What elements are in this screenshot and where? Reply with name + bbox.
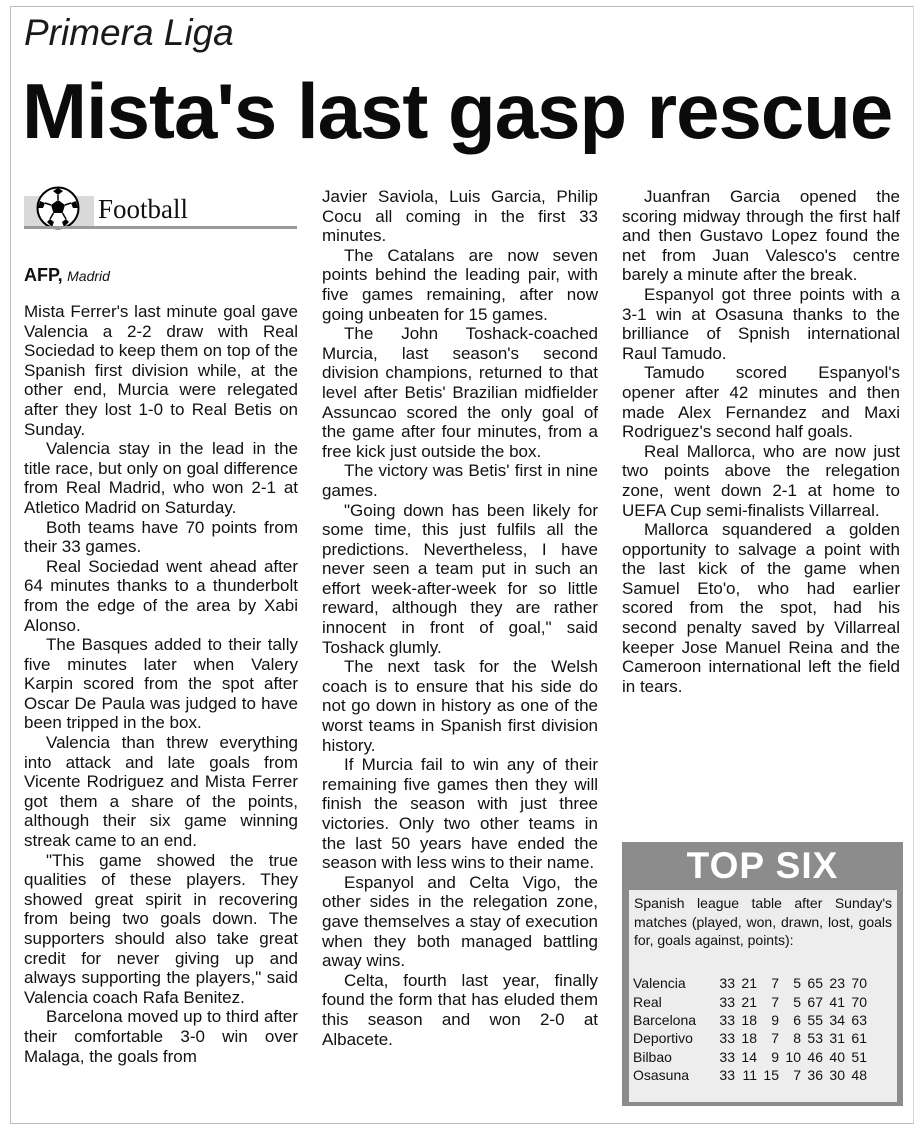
paragraph: "Going down has been likely for some time, this just fulfils all the predictions. Nevertheless, I have never seen a team put in such an effort week-after-week for so little reward, although they are rather innocent in front of goal," said Toshack glumly. [322, 500, 598, 657]
stat-cell: 51 [851, 1048, 867, 1065]
paragraph: Espanyol got three points with a 3-1 win at Osasuna thanks to the brilliance of Spnish international Raul Tamudo. [622, 284, 900, 363]
stat-cell: 14 [741, 1048, 757, 1065]
paragraph: Tamudo scored Espanyol's opener after 42 minutes and then made Alex Fernandez and Maxi Rodriguez's second half goals. [622, 363, 900, 442]
article-column-1 [24, 302, 298, 1066]
paragraph: "This game showed the true qualities of these players. They showed great spirit in recovering from being two goals down. The supporters should also take great credit for never giving up and always supporting the players," said Valencia coach Rafa Benitez. [24, 850, 298, 1007]
table-row [633, 1048, 867, 1066]
page-frame-bottom [10, 1123, 914, 1124]
soccer-ball-icon [36, 186, 80, 230]
team-name-cell: Deportivo [633, 1030, 693, 1047]
stat-cell: 33 [719, 1067, 735, 1084]
paragraph: Valencia stay in the lead in the title race, but only on goal difference from Real Madrid, who won 2-1 at Atletico Madrid on Saturday. [24, 439, 298, 517]
headline: Mista's last gasp rescue [22, 67, 893, 155]
team-name-cell: Barcelona [633, 1011, 697, 1028]
paragraph: The John Toshack-coached Murcia, last season's second division champions, returned to that level after Betis' Brazilian midfielder Assuncao scored the only goal of the game after four minutes, from a free kick just outside the box. [322, 324, 598, 461]
stat-cell: 33 [719, 993, 735, 1010]
stat-cell: 11 [742, 1067, 757, 1084]
stat-cell: 70 [851, 993, 867, 1010]
paragraph: The Basques added to their tally five minutes later when Valery Karpin scored from the spot after Oscar De Paula was judged to have been tripped in the box. [24, 635, 298, 733]
stat-cell: 55 [807, 1011, 823, 1028]
stat-cell: 5 [793, 975, 801, 992]
page-frame-right [913, 6, 914, 1124]
team-name-cell: Real [633, 993, 662, 1010]
stat-cell: 33 [719, 1030, 735, 1047]
stat-cell: 33 [719, 1011, 735, 1028]
stat-cell: 7 [771, 975, 779, 992]
stat-cell: 15 [763, 1067, 779, 1084]
paragraph: Celta, fourth last year, finally found the form that has eluded them this season and won 2-0 at Albacete. [322, 970, 598, 1049]
table-row [633, 1011, 867, 1029]
stat-cell: 10 [785, 1048, 801, 1065]
stat-cell: 6 [793, 1011, 801, 1028]
top-six-title: TOP SIX [686, 845, 839, 886]
section-kicker: Primera Liga [24, 12, 234, 53]
paragraph: Mallorca squandered a golden opportunity to salvage a point with the last kick of the game when Samuel Eto'o, who had earlier scored from the spot, had his second penalty saved by Villarreal keeper Jose Manuel Reina and the Cameroon international left the field in tears. [622, 520, 900, 696]
stat-cell: 61 [851, 1030, 867, 1047]
page-frame-top [10, 6, 914, 7]
stat-cell: 7 [771, 1030, 779, 1047]
paragraph: If Murcia fail to win any of their remaining five games then they will finish the season with just three victories. Only two other teams in the last 50 years have ended the season with less wins to their name. [322, 755, 598, 873]
paragraph: Juanfran Garcia opened the scoring midway through the first half and then Gustavo Lopez found the net from Juan Valesco's centre barely a minute after the break. [622, 187, 900, 285]
table-row [633, 992, 867, 1010]
stat-cell: 70 [851, 975, 867, 992]
stat-cell: 33 [719, 1048, 735, 1065]
paragraph: The victory was Betis' first in nine games. [322, 461, 598, 500]
stat-cell: 9 [771, 1048, 779, 1065]
paragraph: Javier Saviola, Luis Garcia, Philip Cocu all coming in the first 33 minutes. [322, 187, 598, 246]
stat-cell: 21 [741, 993, 757, 1010]
article-column-3 [622, 187, 900, 696]
paragraph: Espanyol and Celta Vigo, the other sides in the relegation zone, gave themselves a stay of execution when they both managed battling away wins. [322, 872, 598, 971]
stat-cell: 9 [771, 1011, 779, 1028]
stat-cell: 18 [741, 1011, 757, 1028]
byline [24, 265, 110, 286]
top-six-box [622, 842, 903, 1106]
stat-cell: 7 [793, 1067, 801, 1084]
stat-cell: 65 [807, 975, 823, 992]
team-name-cell: Bilbao [633, 1048, 672, 1065]
stat-cell: 63 [851, 1011, 867, 1028]
stat-cell: 18 [741, 1030, 757, 1047]
stat-cell: 33 [719, 975, 735, 992]
team-name-cell: Osasuna [633, 1067, 690, 1084]
top-six-panel [629, 890, 897, 1102]
table-row [633, 974, 867, 992]
stat-cell: 67 [807, 993, 823, 1010]
stat-cell: 8 [793, 1030, 801, 1047]
top-six-description: Spanish league table after Sunday's matches (played, won, drawn, lost, goals for, goals against, points): [634, 895, 892, 949]
stat-cell: 48 [851, 1067, 867, 1084]
stat-cell: 23 [829, 975, 845, 992]
paragraph: Real Sociedad went ahead after 64 minutes thanks to a thunderbolt from the edge of the area by Xabi Alonso. [24, 556, 298, 635]
stat-cell: 21 [741, 975, 757, 992]
stat-cell: 30 [829, 1067, 845, 1084]
stat-cell: 46 [807, 1048, 823, 1065]
paragraph: The next task for the Welsh coach is to ensure that his side do not go down in history as one of the worst teams in Spanish first division history. [322, 657, 598, 755]
paragraph: Valencia than threw everything into attack and late goals from Vicente Rodriguez and Mista Ferrer got them a share of the points, although their six game winning streak came to an end. [24, 733, 298, 851]
stat-cell: 5 [793, 993, 801, 1010]
stat-cell: 41 [829, 993, 845, 1010]
stat-cell: 53 [807, 1030, 823, 1047]
paragraph: Real Mallorca, who are now just two points above the relegation zone, went down 2-1 at home to UEFA Cup semi-finalists Villarreal. [622, 441, 900, 520]
stat-cell: 36 [807, 1067, 823, 1084]
table-row [633, 1029, 867, 1047]
paragraph: Mista Ferrer's last minute goal gave Valencia a 2-2 draw with Real Sociedad to keep them on top of the Spanish first division while, at the other end, Murcia were relegated after they lost 1-0 to Real Betis on Sunday. [24, 302, 298, 439]
byline-agency: AFP, [24, 265, 63, 285]
byline-place: Madrid [67, 268, 110, 284]
sport-tag-label: Football [98, 194, 189, 224]
paragraph: The Catalans are now seven points behind the leading pair, with five games remaining, after now going unbeaten for 15 games. [322, 245, 598, 324]
league-table [633, 974, 867, 1084]
stat-cell: 31 [829, 1030, 845, 1047]
paragraph: Both teams have 70 points from their 33 games. [24, 517, 298, 557]
table-row [633, 1066, 867, 1084]
sport-tag-rule [24, 226, 297, 229]
team-name-cell: Valencia [633, 975, 686, 992]
article-column-2 [322, 187, 598, 1049]
sport-tag [24, 186, 297, 232]
stat-cell: 7 [771, 993, 779, 1010]
stat-cell: 40 [829, 1048, 845, 1065]
paragraph: Barcelona moved up to third after their comfortable 3-0 win over Malaga, the goals from [24, 1007, 298, 1066]
stat-cell: 34 [829, 1011, 845, 1028]
page-frame-left [10, 6, 11, 1124]
